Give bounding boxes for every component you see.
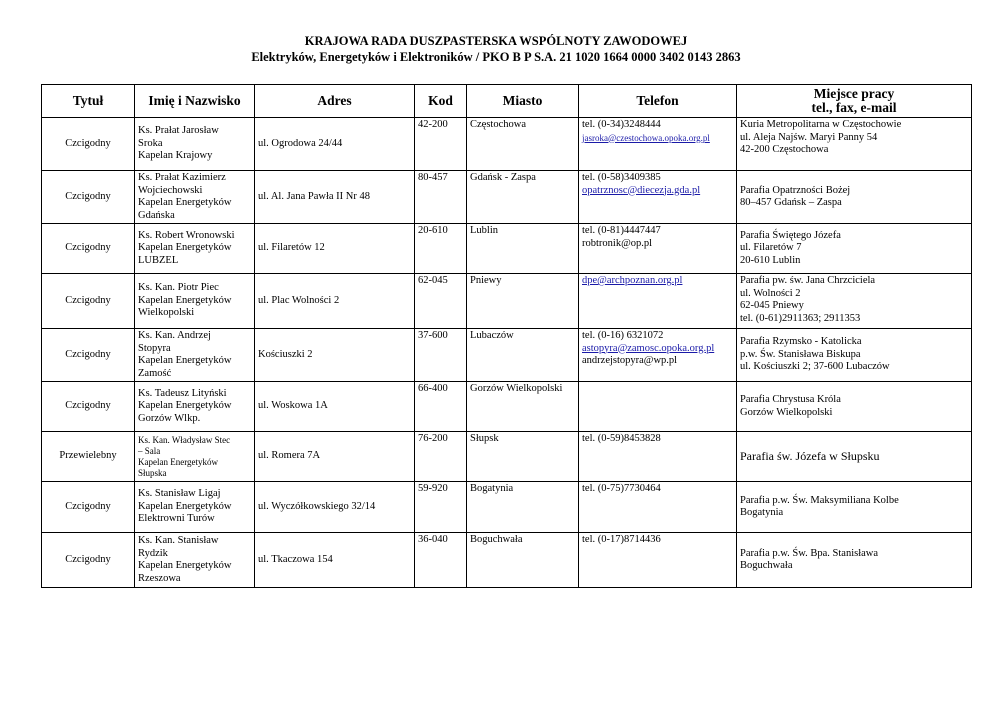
- cell-tytul: Czcigodny: [42, 329, 135, 382]
- cell-miejsce: [737, 432, 972, 482]
- cell-telefon: [579, 382, 737, 432]
- phone-line: tel. (0-34)3248444: [582, 119, 661, 130]
- name-line: Kapelan Energetyków: [138, 294, 232, 306]
- cell-miejsce: [737, 382, 972, 432]
- name-line: Ks. Kan. Piotr Piec: [138, 282, 219, 294]
- col-header-miejsce-line1: Miejsce pracy: [813, 86, 895, 101]
- workplace-line: Parafia pw. św. Jana Chrzciciela: [740, 275, 876, 286]
- cell-kod: 59-920: [415, 482, 467, 533]
- cell-kod: 37-600: [415, 329, 467, 382]
- name-line: Zamość: [138, 367, 172, 379]
- name-line: Ks. Kan. Andrzej: [138, 330, 211, 341]
- cell-imie: [135, 533, 255, 588]
- col-header-tytul: Tytuł: [42, 85, 135, 118]
- cell-tytul: Czcigodny: [42, 382, 135, 432]
- cell-tytul: Przewielebny: [42, 432, 135, 482]
- cell-imie: [135, 224, 255, 274]
- workplace-line: Parafia p.w. Św. Bpa. Stanisława: [740, 547, 879, 559]
- phone-line: robtronik@op.pl: [582, 237, 653, 249]
- cell-adres: ul. Al. Jana Pawła II Nr 48: [255, 171, 415, 224]
- workplace-line: 62-045 Pniewy: [740, 300, 804, 311]
- cell-imie: [135, 274, 255, 329]
- cell-tytul: Czcigodny: [42, 171, 135, 224]
- name-line: Słupska: [138, 467, 167, 478]
- phone-line: tel. (0-16) 6321072: [582, 330, 664, 341]
- workplace-line: Boguchwała: [740, 560, 793, 571]
- name-line: Ks. Stanisław Ligaj: [138, 488, 221, 500]
- cell-imie: [135, 382, 255, 432]
- table-row: [42, 482, 972, 533]
- contacts-table: [41, 84, 972, 588]
- name-line: Elektrowni Turów: [138, 513, 215, 525]
- cell-telefon: [579, 224, 737, 274]
- name-line: Rydzik: [138, 547, 168, 559]
- table-row: [42, 224, 972, 274]
- name-line: Sroka: [138, 137, 163, 149]
- workplace-line: Parafia Świętego Józefa: [740, 229, 841, 241]
- col-header-miasto: Miasto: [467, 85, 579, 118]
- cell-adres: ul. Wyczółkowskiego 32/14: [255, 482, 415, 533]
- name-line: Kapelan Energetyków: [138, 242, 232, 254]
- table-row: [42, 432, 972, 482]
- name-line: Ks. Robert Wronowski: [138, 229, 235, 241]
- cell-miejsce: [737, 224, 972, 274]
- cell-kod: 80-457: [415, 171, 467, 224]
- table-row: [42, 171, 972, 224]
- email-link[interactable]: jasroka@czestochowa.opoka.org.pl: [582, 132, 710, 143]
- email-link[interactable]: astopyra@zamosc.opoka.org.pl: [582, 342, 715, 354]
- cell-miejsce: [737, 171, 972, 224]
- table-row: [42, 274, 972, 329]
- cell-telefon: [579, 118, 737, 171]
- workplace-line: 80–457 Gdańsk – Zaspa: [740, 197, 842, 208]
- table-row: [42, 382, 972, 432]
- cell-imie: [135, 329, 255, 382]
- phone-line: tel. (0-81)4447447: [582, 225, 661, 236]
- name-line: Wielkopolski: [138, 307, 195, 319]
- cell-adres: ul. Tkaczowa 154: [255, 533, 415, 588]
- name-line: Wojciechowski: [138, 184, 203, 196]
- name-line: Ks. Prałat Jarosław: [138, 125, 219, 137]
- cell-kod: 76-200: [415, 432, 467, 482]
- name-line: LUBZEL: [138, 254, 179, 266]
- col-header-adres: Adres: [255, 85, 415, 118]
- name-line: Kapelan Energetyków: [138, 355, 232, 366]
- name-line: Kapelan Energetyków: [138, 560, 232, 571]
- col-header-imie: Imię i Nazwisko: [135, 85, 255, 118]
- name-line: Gorzów Wlkp.: [138, 412, 201, 424]
- cell-kod: 42-200: [415, 118, 467, 171]
- cell-miasto: Częstochowa: [467, 118, 579, 171]
- table-row: [42, 118, 972, 171]
- cell-imie: [135, 171, 255, 224]
- phone-line: tel. (0-17)8714436: [582, 534, 661, 545]
- workplace-line: Parafia Chrystusa Króla: [740, 394, 841, 405]
- table-header-row: [42, 85, 972, 118]
- cell-miejsce: [737, 118, 972, 171]
- phone-line: andrzejstopyra@wp.pl: [582, 355, 678, 366]
- workplace-line: ul. Aleja Najśw. Maryi Panny 54: [740, 131, 878, 143]
- col-header-miejsce: [737, 85, 972, 118]
- name-line: Kapelan Energetyków: [138, 400, 232, 412]
- cell-miasto: Słupsk: [467, 432, 579, 482]
- col-header-telefon: Telefon: [579, 85, 737, 118]
- name-line: Rzeszowa: [138, 572, 181, 584]
- cell-tytul: Czcigodny: [42, 274, 135, 329]
- cell-miasto: Boguchwała: [467, 533, 579, 588]
- cell-miasto: Bogatynia: [467, 482, 579, 533]
- name-line: Ks. Kan. Władysław Stec: [138, 434, 231, 445]
- cell-telefon: [579, 274, 737, 329]
- col-header-miejsce-line2: tel., fax, e-mail: [811, 100, 897, 115]
- cell-adres: ul. Plac Wolności 2: [255, 274, 415, 329]
- name-line: Kapelan Energetyków: [138, 456, 219, 467]
- cell-imie: [135, 432, 255, 482]
- document-subtitle: Elektryków, Energetyków i Elektroników / PKO B P S.A. 21 1020 1664 0000 3402 0143 2863: [251, 50, 741, 64]
- workplace-line: 42-200 Częstochowa: [740, 144, 829, 155]
- workplace-line: 20-610 Lublin: [740, 254, 801, 266]
- workplace-line: Parafia Rzymsko - Katolicka: [740, 336, 862, 348]
- name-line: Gdańska: [138, 209, 175, 221]
- cell-telefon: [579, 171, 737, 224]
- cell-telefon: [579, 482, 737, 533]
- workplace-line: ul. Kościuszki 2; 37-600 Lubaczów: [740, 361, 890, 373]
- cell-imie: [135, 482, 255, 533]
- workplace-line: Kuria Metropolitarna w Częstochowie: [740, 119, 902, 130]
- cell-tytul: Czcigodny: [42, 533, 135, 588]
- name-line: Kapelan Energetyków: [138, 500, 232, 512]
- workplace-line: p.w. Św. Stanisława Biskupa: [740, 348, 861, 360]
- workplace-line: ul. Filaretów 7: [740, 242, 802, 254]
- cell-adres: ul. Woskowa 1A: [255, 382, 415, 432]
- cell-adres: Kościuszki 2: [255, 329, 415, 382]
- name-line: Ks. Prałat Kazimierz: [138, 172, 226, 183]
- cell-miasto: Lubaczów: [467, 329, 579, 382]
- name-line: – Sala: [138, 445, 161, 456]
- workplace-line: Parafia św. Józefa w Słupsku: [740, 449, 880, 464]
- phone-line: tel. (0-59)8453828: [582, 433, 661, 444]
- cell-tytul: Czcigodny: [42, 482, 135, 533]
- workplace-line: Gorzów Wielkopolski: [740, 406, 833, 418]
- cell-adres: ul. Filaretów 12: [255, 224, 415, 274]
- workplace-line: Parafia Opatrzności Bożej: [740, 184, 851, 196]
- name-line: Ks. Kan. Stanisław: [138, 535, 219, 546]
- email-link[interactable]: dpe@archpoznan.org.pl: [582, 275, 683, 286]
- cell-kod: 20-610: [415, 224, 467, 274]
- workplace-line: Bogatynia: [740, 507, 784, 518]
- cell-adres: ul. Romera 7A: [255, 432, 415, 482]
- table-row: [42, 533, 972, 588]
- cell-adres: ul. Ogrodowa 24/44: [255, 118, 415, 171]
- name-line: Kapelan Krajowy: [138, 150, 213, 162]
- col-header-kod: Kod: [415, 85, 467, 118]
- workplace-line: Parafia p.w. Św. Maksymiliana Kolbe: [740, 494, 899, 506]
- cell-tytul: Czcigodny: [42, 224, 135, 274]
- table-body: [42, 118, 972, 588]
- cell-miejsce: [737, 482, 972, 533]
- cell-kod: 66-400: [415, 382, 467, 432]
- phone-line: tel. (0-58)3409385: [582, 172, 661, 183]
- name-line: Stopyra: [138, 342, 171, 354]
- cell-miasto: Lublin: [467, 224, 579, 274]
- phone-line: tel. (0-75)7730464: [582, 483, 661, 494]
- cell-telefon: [579, 329, 737, 382]
- cell-telefon: [579, 432, 737, 482]
- cell-telefon: [579, 533, 737, 588]
- cell-miejsce: [737, 274, 972, 329]
- cell-kod: 62-045: [415, 274, 467, 329]
- cell-kod: 36-040: [415, 533, 467, 588]
- email-link[interactable]: opatrznosc@diecezja.gda.pl: [582, 184, 701, 196]
- name-line: Ks. Tadeusz Lityński: [138, 387, 227, 399]
- cell-miasto: Gorzów Wielkopolski: [467, 382, 579, 432]
- table-row: [42, 329, 972, 382]
- name-line: Kapelan Energetyków: [138, 197, 232, 208]
- cell-miasto: Pniewy: [467, 274, 579, 329]
- cell-miejsce: [737, 329, 972, 382]
- cell-imie: [135, 118, 255, 171]
- cell-miasto: Gdańsk - Zaspa: [467, 171, 579, 224]
- workplace-line: ul. Wolności 2: [740, 287, 801, 299]
- document-title: KRAJOWA RADA DUSZPASTERSKA WSPÓLNOTY ZAWODOWEJ: [304, 34, 688, 48]
- cell-tytul: Czcigodny: [42, 118, 135, 171]
- cell-miejsce: [737, 533, 972, 588]
- workplace-line: tel. (0-61)2911363; 2911353: [740, 312, 861, 324]
